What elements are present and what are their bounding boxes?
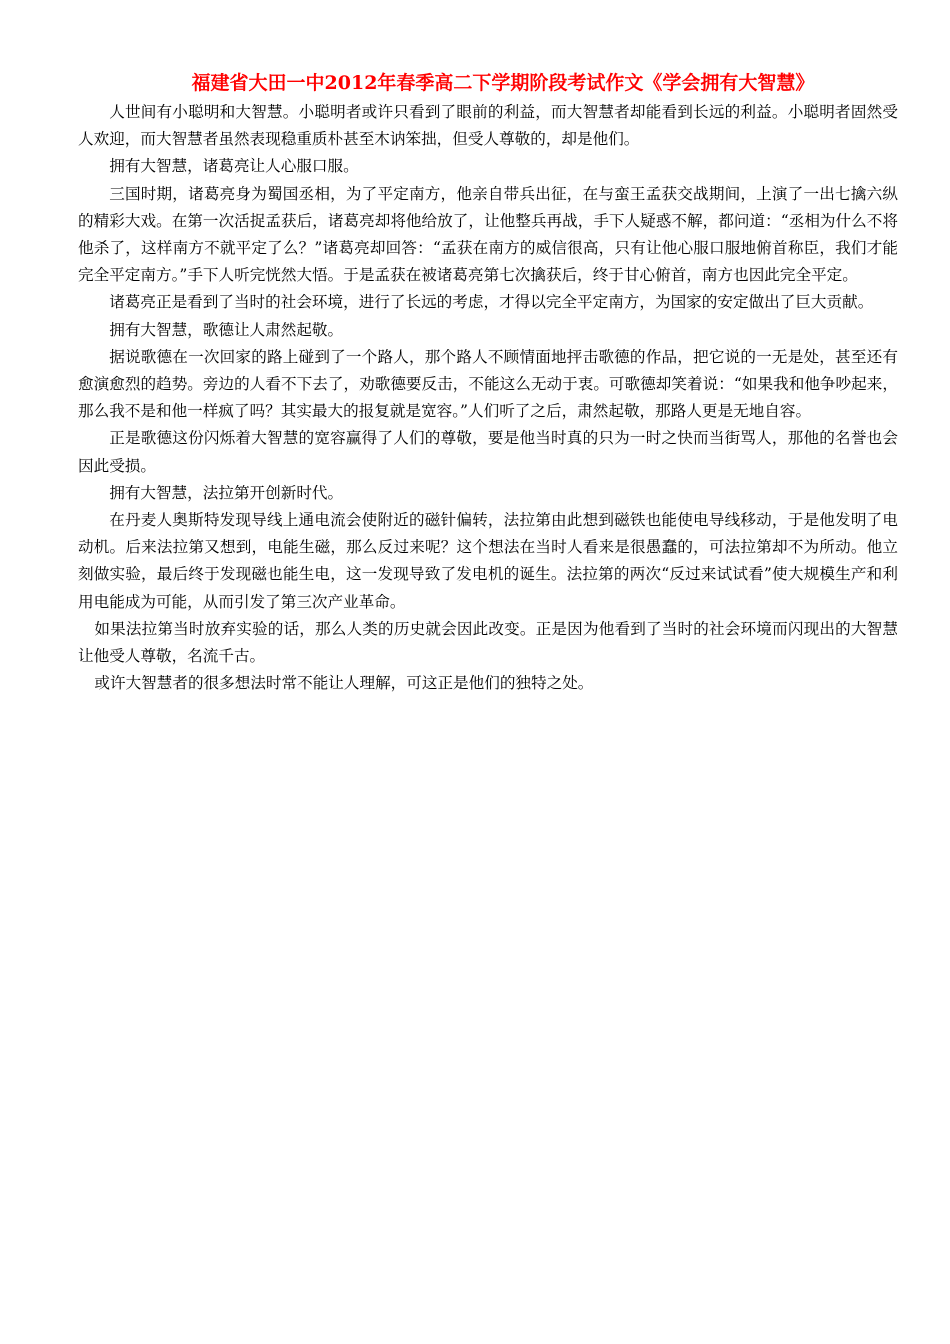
- document-page: [78, 70, 898, 697]
- paragraph-zhuge-summary: 诸葛亮正是看到了当时的社会环境，进行了长远的考虑，才得以完全平定南方，为国家的安定做出了巨大贡献。: [109, 293, 874, 312]
- paragraph-faraday-story: 在丹麦人奥斯特发现导线上通电流会使附近的磁针偏转，法拉第由此想到磁铁也能使电导线移动，于是他发明了电动机。后来法拉第又想到，电能生磁，那么反过来呢？这个想法在当时人看来是很愚蠢的，可法拉第却不为所动。他立刻做实验，最后终于发现磁也能生电，这一发现导致了发电机的诞生。法拉第的两次“反过来试试看”使大规模生产和利用电能成为可能，从而引发了第三次产业革命。: [78, 511, 898, 611]
- paragraph-conclusion: 或许大智慧者的很多想法时常不能让人理解，可这正是他们的独特之处。: [94, 674, 594, 693]
- paragraph-goethe-story: 据说歌德在一次回家的路上碰到了一个路人，那个路人不顾情面地抨击歌德的作品，把它说的一无是处，甚至还有愈演愈烈的趋势。旁边的人看不下去了，劝歌德要反击，不能这么无动于衷。可歌德却笑着说：“如果我和他争吵起来，那么我不是和他一样疯了吗？其实最大的报复就是宽容。”人们听了之后，肃然起敬，那路人更是无地自容。: [78, 347, 898, 421]
- paragraph-zhuge-story: 三国时期，诸葛亮身为蜀国丞相，为了平定南方，他亲自带兵出征，在与蛮王孟获交战期间，上演了一出七擒六纵的精彩大戏。在第一次活捉孟获后，诸葛亮却将他给放了，让他整兵再战，手下人疑惑不解，都问道：“丞相为什么不将他杀了，这样南方不就平定了么？”诸葛亮却回答：“孟获在南方的威信很高，只有让他心服口服地俯首称臣，我们才能完全平定南方。”手下人听完恍然大悟。于是孟获在被诸葛亮第七次擒获后，终于甘心俯首，南方也因此完全平定。: [78, 184, 898, 285]
- paragraph-intro: 人世间有小聪明和大智慧。小聪明者或许只看到了眼前的利益，而大智慧者却能看到长远的利益。小聪明者固然受人欢迎，而大智慧者虽然表现稳重质朴甚至木讷笨拙，但受人尊敬的，却是他们。: [78, 103, 898, 149]
- paragraph-faraday-heading: 拥有大智慧，法拉第开创新时代。: [109, 483, 344, 502]
- document-title: 福建省大田一中2012年春季高二下学期阶段考试作文《学会拥有大智慧》: [191, 72, 815, 94]
- paragraph-faraday-summary: 如果法拉第当时放弃实验的话，那么人类的历史就会因此改变。正是因为他看到了当时的社会环境而闪现出的大智慧让他受人尊敬，名流千古。: [78, 619, 898, 666]
- paragraph-zhuge-heading: 拥有大智慧，诸葛亮让人心服口服。: [109, 157, 359, 176]
- paragraph-goethe-summary: 正是歌德这份闪烁着大智慧的宽容赢得了人们的尊敬，要是他当时真的只为一时之快而当街骂人，那他的名誉也会因此受损。: [78, 429, 898, 475]
- paragraph-goethe-heading: 拥有大智慧，歌德让人肃然起敬。: [109, 320, 344, 339]
